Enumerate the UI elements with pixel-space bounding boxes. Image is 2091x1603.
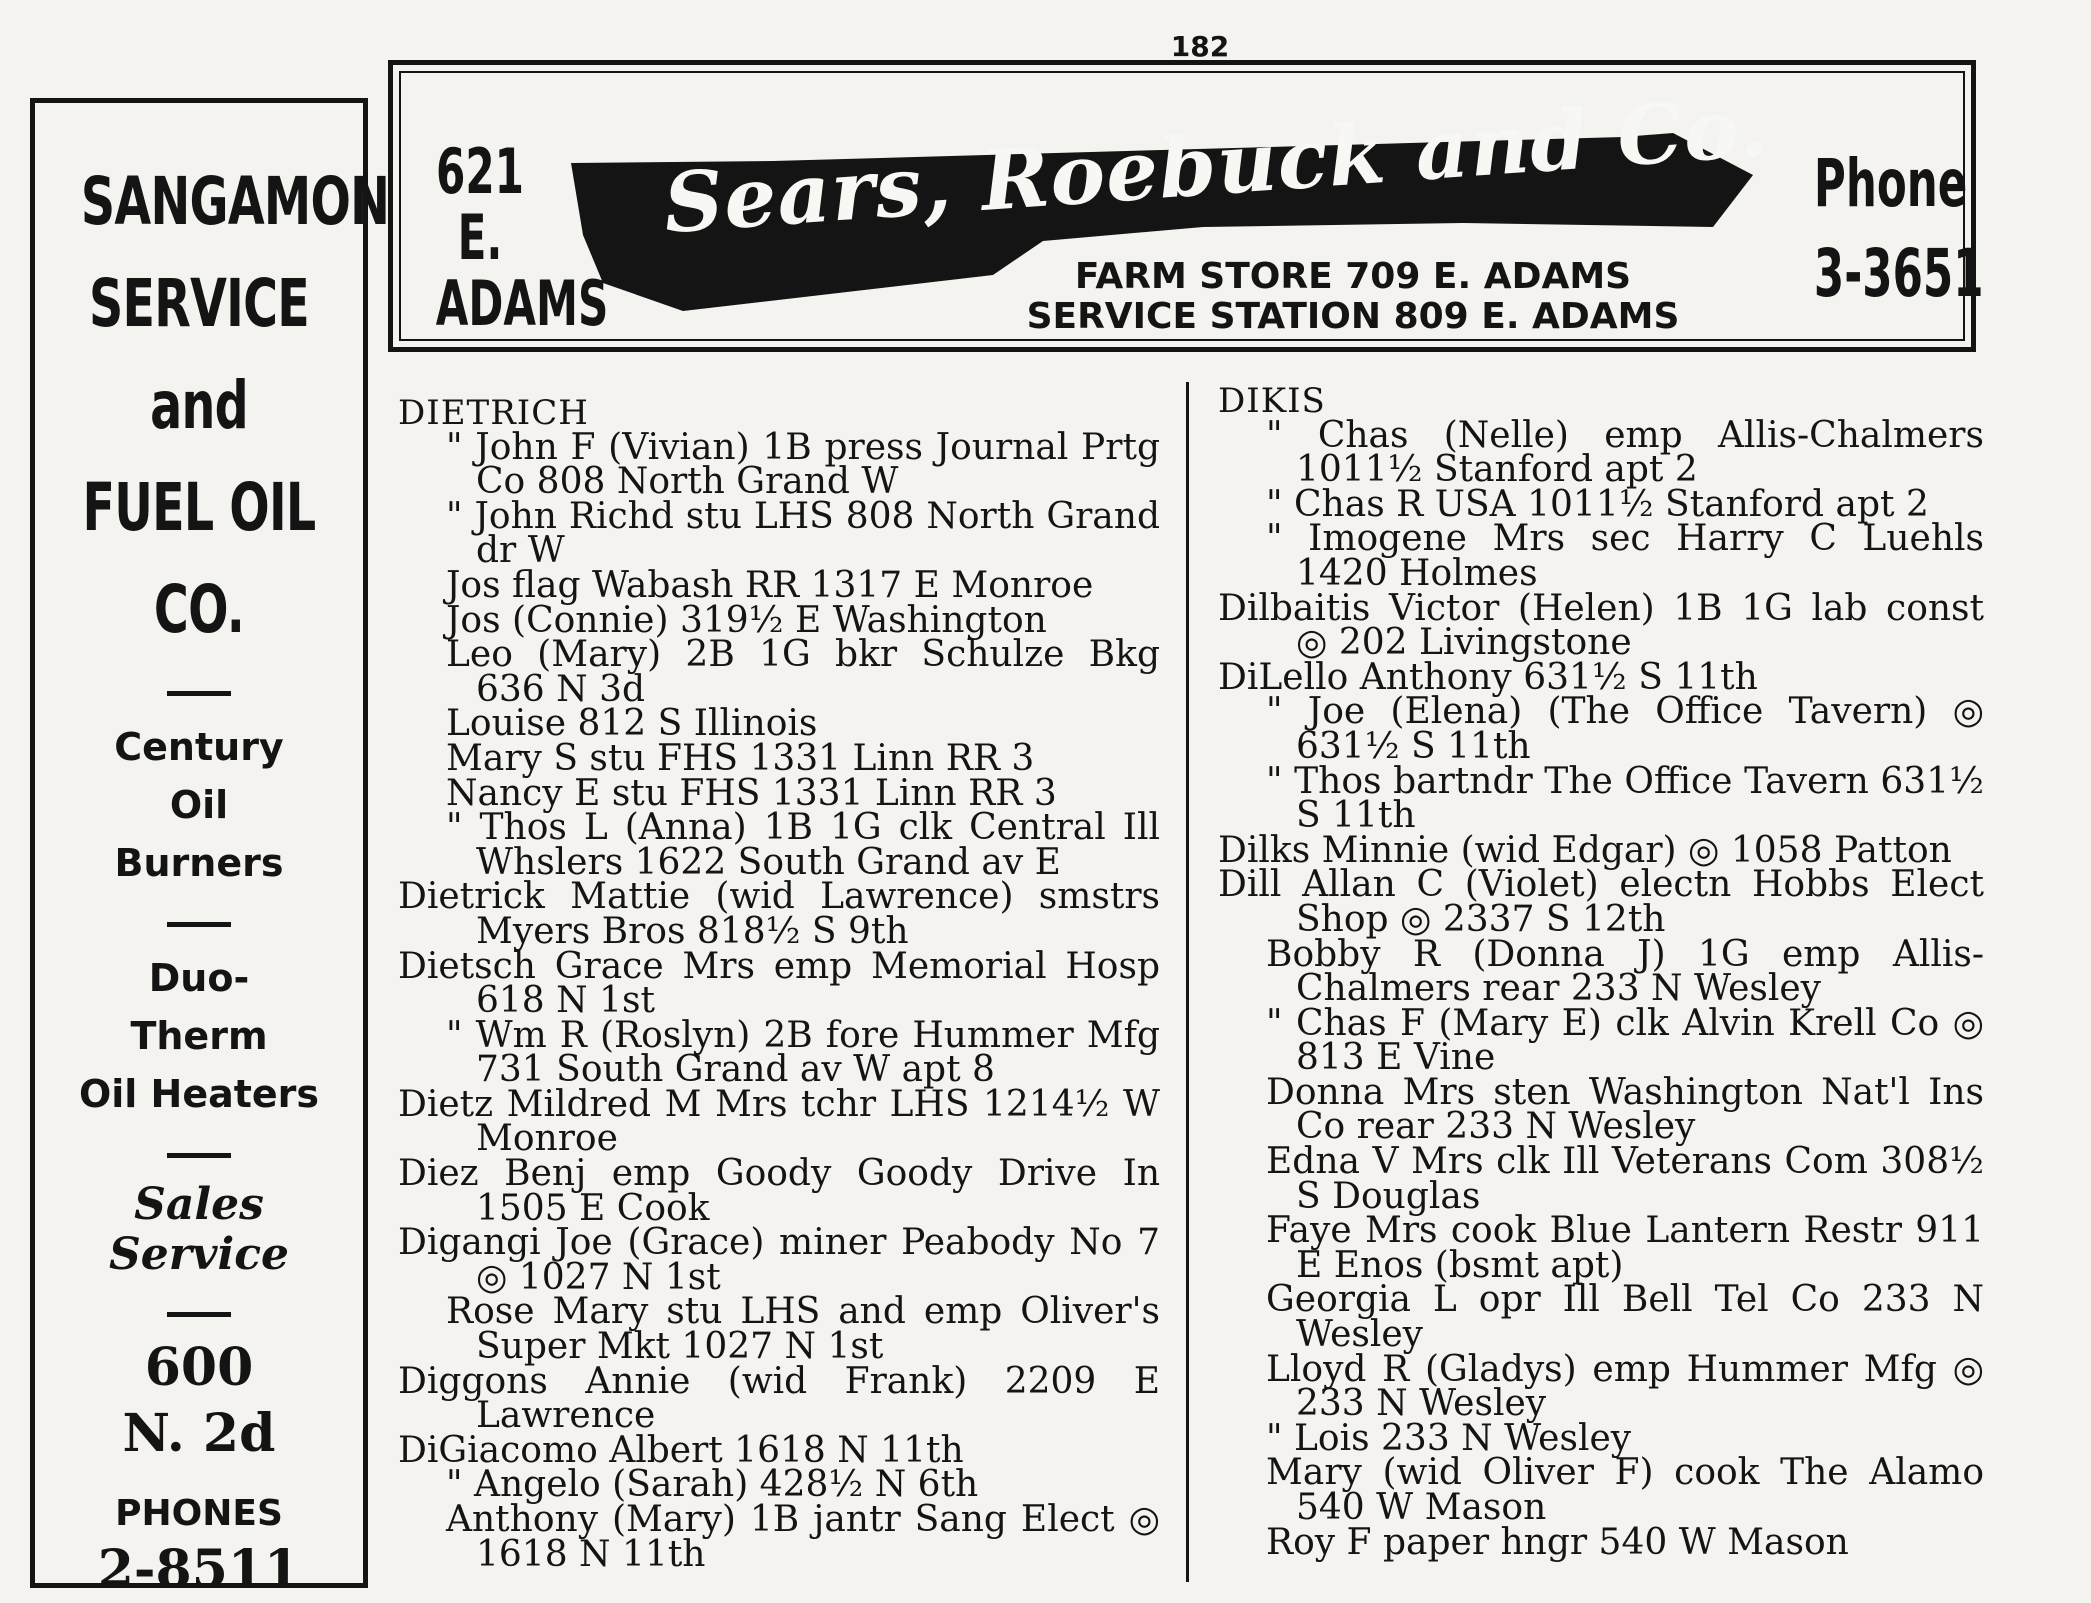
directory-entry: " Chas R USA 1011½ Stanford apt 2 <box>1266 483 1929 525</box>
ad-address <box>35 1335 363 1467</box>
directory-entry: Diggons Annie (wid Frank) 2209 E Lawrence <box>398 1360 1160 1437</box>
ad-sales-line: Service <box>108 1229 290 1280</box>
directory-entry: Edna V Mrs clk Ill Veterans Com 308½ S Douglas <box>1266 1141 1984 1217</box>
ad-headline-line: FUEL OIL <box>82 469 316 546</box>
ad-headline-line: CO. <box>153 571 245 648</box>
directory-entry: " Joe (Elena) (The Office Tavern) ◎ 631½ S 11th <box>1266 691 1984 767</box>
page-number: 182 <box>1170 30 1230 63</box>
directory-entry: " Imogene Mrs sec Harry C Luehls 1420 Holmes <box>1266 518 1984 594</box>
ad-sales-service <box>35 1180 363 1280</box>
ad-feature-heaters <box>35 949 363 1123</box>
directory-entry: Louise 812 S Illinois <box>446 703 818 745</box>
directory-entry: Lloyd R (Gladys) emp Hummer Mfg ◎ 233 N Wesley <box>1266 1348 1984 1425</box>
directory-entry: Donna Mrs sten Washington Nat'l Ins Co rear 233 N Wesley <box>1266 1071 1984 1148</box>
directory-entry: Dietz Mildred M Mrs tchr LHS 1214½ W Monroe <box>398 1083 1160 1160</box>
sangamon-ad <box>30 98 390 1600</box>
ad-divider <box>167 922 231 927</box>
surname-heading: DIETRICH <box>398 393 589 433</box>
directory-entry: Diez Benj emp Goody Goody Drive In 1505 E Cook <box>398 1153 1160 1229</box>
ad-divider <box>167 1312 231 1317</box>
directory-entry: DiLello Anthony 631½ S 11th <box>1218 656 1758 698</box>
column-divider <box>1186 382 1189 1582</box>
directory-entry: Jos (Connie) 319½ E Washington <box>446 599 1047 641</box>
banner-phone-line: 3-3651 <box>1813 235 1984 312</box>
directory-entry: Dietrick Mattie (wid Lawrence) smstrs Myers Bros 818½ S 9th <box>398 876 1160 952</box>
directory-entry: Dill Allan C (Violet) electn Hobbs Elect Shop ◎ 2337 S 12th <box>1218 864 1984 940</box>
ad-feature-line: Therm <box>130 1014 268 1058</box>
directory-column-left <box>398 393 1160 1575</box>
directory-entry: " Wm R (Roslyn) 2B fore Hummer Mfg 731 South Grand av W apt 8 <box>446 1014 1160 1091</box>
directory-entry: " Chas (Nelle) emp Allis-Chalmers 1011½ Stanford apt 2 <box>1266 414 1984 491</box>
banner-phone <box>1813 139 1984 319</box>
directory-entry: Jos flag Wabash RR 1317 E Monroe <box>446 564 1094 606</box>
directory-entry: DiGiacomo Albert 1618 N 11th <box>398 1429 964 1471</box>
ad-feature-line: Burners <box>114 841 284 885</box>
ad-phones-label: PHONES <box>115 1493 283 1534</box>
service-station: SERVICE STATION 809 E. ADAMS <box>1026 296 1680 337</box>
sears-logo: Sears, Roebuck and Co. <box>660 79 1771 253</box>
banner-locations <box>953 257 1753 337</box>
directory-entry: Mary (wid Oliver F) cook The Alamo 540 W Mason <box>1266 1452 1984 1528</box>
directory-entry: Faye Mrs cook Blue Lantern Restr 911 E Enos (bsmt apt) <box>1266 1210 1984 1286</box>
directory-column-right <box>1218 381 1984 1563</box>
directory-entry: Dietsch Grace Mrs emp Memorial Hosp 618 N 1st <box>398 945 1160 1022</box>
surname-heading: DIKIS <box>1218 381 1326 421</box>
directory-entry: Nancy E stu FHS 1331 Linn RR 3 <box>446 772 1057 814</box>
directory-entry: Dilks Minnie (wid Edgar) ◎ 1058 Patton <box>1218 829 1952 871</box>
banner-address-line: 621 <box>435 135 524 208</box>
directory-entry: Digangi Joe (Grace) miner Peabody No 7 ◎ 1027 N 1st <box>398 1222 1160 1298</box>
ad-feature-line: Oil <box>169 783 229 827</box>
directory-entry: Anthony (Mary) 1B jantr Sang Elect ◎ 1618 N 11th <box>446 1499 1160 1575</box>
banner-address <box>435 135 609 340</box>
sears-banner <box>388 60 1984 352</box>
farm-store: FARM STORE 709 E. ADAMS <box>1074 256 1632 297</box>
directory-entry: Rose Mary stu LHS and emp Oliver's Super Mkt 1027 N 1st <box>446 1291 1160 1368</box>
ad-headline-line: and <box>150 367 248 444</box>
directory-entry: Roy F paper hngr 540 W Mason <box>1266 1521 1849 1563</box>
ad-feature-burners <box>35 718 363 892</box>
ad-headline-line: SANGAMON <box>80 163 390 240</box>
directory-entry: " Chas F (Mary E) clk Alvin Krell Co ◎ 813 E Vine <box>1266 1002 1984 1079</box>
directory-entry: Leo (Mary) 2B 1G bkr Schulze Bkg 636 N 3d <box>446 634 1160 710</box>
ad-feature-line: Duo- <box>148 956 250 1000</box>
banner-phone-line: Phone <box>1813 145 1968 222</box>
ad-address-line: N. 2d <box>122 1403 276 1464</box>
ad-phone-number: 2-8511 <box>97 1539 301 1600</box>
directory-entry: " John Richd stu LHS 808 North Grand dr W <box>446 495 1160 572</box>
ad-divider <box>167 1153 231 1158</box>
directory-entry: " Thos L (Anna) 1B 1G clk Central Ill Whslers 1622 South Grand av E <box>446 807 1160 883</box>
ad-headline-line: SERVICE <box>88 265 310 342</box>
ad-feature-line: Century <box>114 725 284 769</box>
directory-entry: " Angelo (Sarah) 428½ N 6th <box>446 1464 979 1506</box>
directory-entry: Georgia L opr Ill Bell Tel Co 233 N Wesley <box>1266 1279 1984 1356</box>
ad-sales-line: Sales <box>134 1179 264 1230</box>
directory-entry: Mary S stu FHS 1331 Linn RR 3 <box>446 737 1035 779</box>
ad-divider <box>167 691 231 696</box>
ad-feature-line: Oil Heaters <box>78 1072 320 1116</box>
ad-address-line: 600 <box>144 1337 254 1398</box>
directory-entry: " Thos bartndr The Office Tavern 631½ S 11th <box>1266 760 1984 837</box>
directory-entry: Dilbaitis Victor (Helen) 1B 1G lab const ◎ 202 Livingstone <box>1218 587 1984 664</box>
directory-entry: " John F (Vivian) 1B press Journal Prtg Co 808 North Grand W <box>446 426 1160 503</box>
banner-address-line: ADAMS <box>435 267 609 340</box>
directory-entry: " Lois 233 N Wesley <box>1266 1417 1632 1459</box>
directory-entry: Bobby R (Donna J) 1G emp Allis-Chalmers rear 233 N Wesley <box>1266 933 1984 1010</box>
ad-headline <box>80 151 390 661</box>
banner-address-line: E. <box>457 201 503 274</box>
